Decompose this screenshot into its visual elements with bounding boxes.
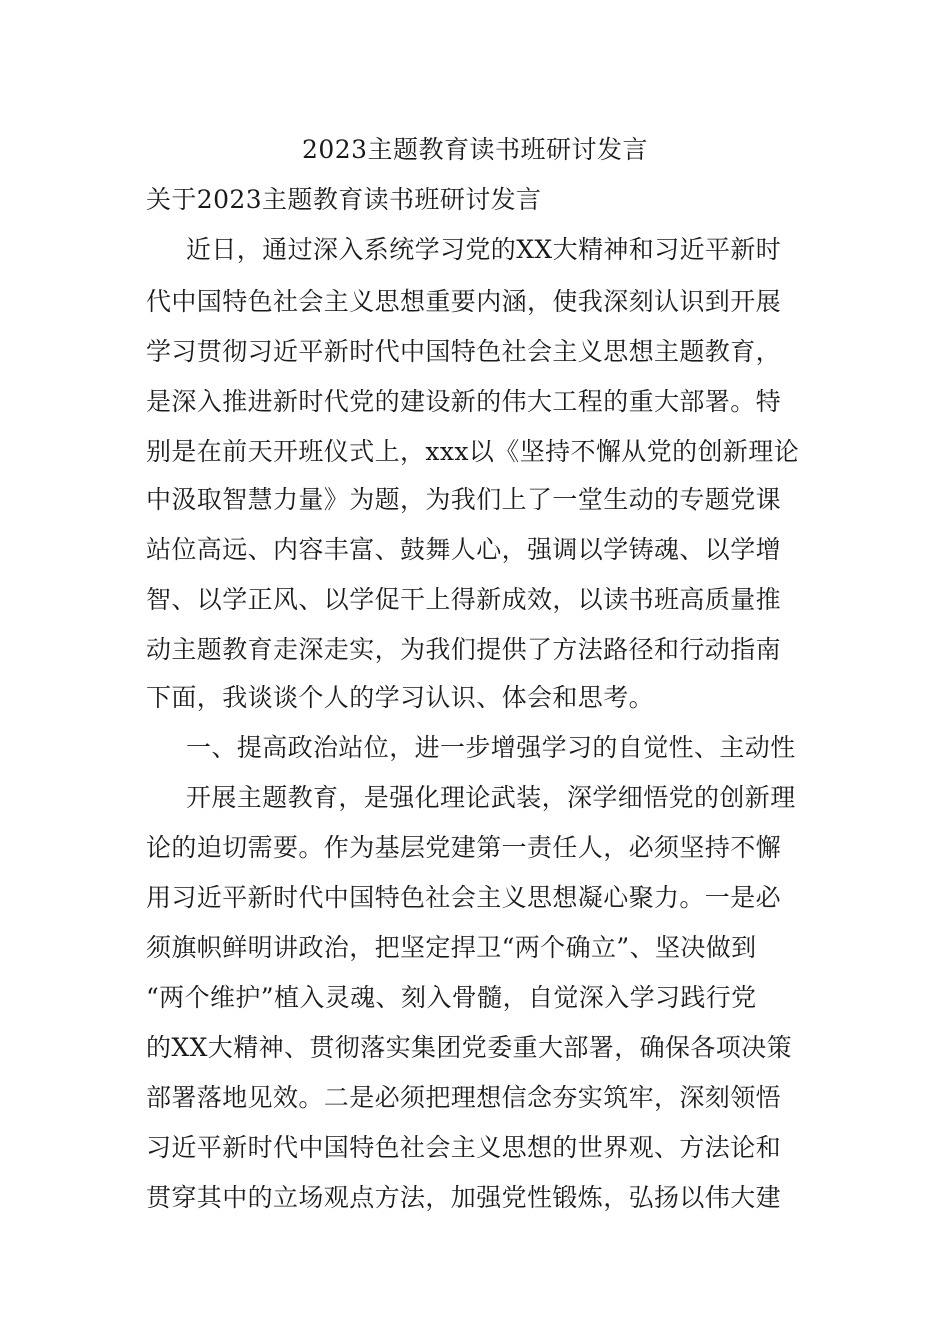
section-heading: 一、提高政治站位，进一步增强学习的自觉性、主动性 xyxy=(186,733,796,762)
paragraph-line: 习近平新时代中国特色社会主义思想的世界观、方法论和 xyxy=(146,1133,782,1162)
paragraph-line: 别是在前天开班仪式上，xxx以《坚持不懈从党的创新理论 xyxy=(146,437,800,466)
paragraph-line: 须旗帜鲜明讲政治，把坚定捍卫“两个确立”、坚决做到 xyxy=(146,933,757,962)
paragraph-line: 学习贯彻习近平新时代中国特色社会主义思想主题教育， xyxy=(146,337,782,366)
paragraph-line: 用习近平新时代中国特色社会主义思想凝心聚力。一是必 xyxy=(146,883,782,912)
paragraph-line: 智、以学正风、以学促干上得新成效，以读书班高质量推 xyxy=(146,585,782,614)
document-subtitle: 关于2023主题教育读书班研讨发言 xyxy=(146,185,542,214)
paragraph-line: 中汲取智慧力量》为题，为我们上了一堂生动的专题党课 xyxy=(146,485,782,514)
paragraph-line: 代中国特色社会主义思想重要内涵，使我深刻认识到开展 xyxy=(146,287,782,316)
paragraph-line: 部署落地见效。二是必须把理想信念夯实筑牢，深刻领悟 xyxy=(146,1083,782,1112)
document-title: 2023主题教育读书班研讨发言 xyxy=(301,135,649,164)
paragraph-line: 论的迫切需要。作为基层党建第一责任人，必须坚持不懈 xyxy=(146,833,782,862)
paragraph-line: 动主题教育走深走实，为我们提供了方法路径和行动指南 xyxy=(146,635,782,664)
paragraph-line: 下面，我谈谈个人的学习认识、体会和思考。 xyxy=(146,683,655,712)
paragraph-line: 的XX大精神、贯彻落实集团党委重大部署，确保各项决策 xyxy=(146,1033,792,1062)
paragraph-line: 开展主题教育，是强化理论武装，深学细悟党的创新理 xyxy=(186,783,796,812)
paragraph-line: “两个维护”植入灵魂、刻入骨髓，自觉深入学习践行党 xyxy=(146,983,757,1012)
paragraph-line: 贯穿其中的立场观点方法，加强党性锻炼，弘扬以伟大建 xyxy=(146,1183,782,1212)
paragraph-line: 近日，通过深入系统学习党的XX大精神和习近平新时 xyxy=(186,235,782,264)
paragraph-line: 站位高远、内容丰富、鼓舞人心，强调以学铸魂、以学增 xyxy=(146,535,782,564)
paragraph-line: 是深入推进新时代党的建设新的伟大工程的重大部署。特 xyxy=(146,387,782,416)
